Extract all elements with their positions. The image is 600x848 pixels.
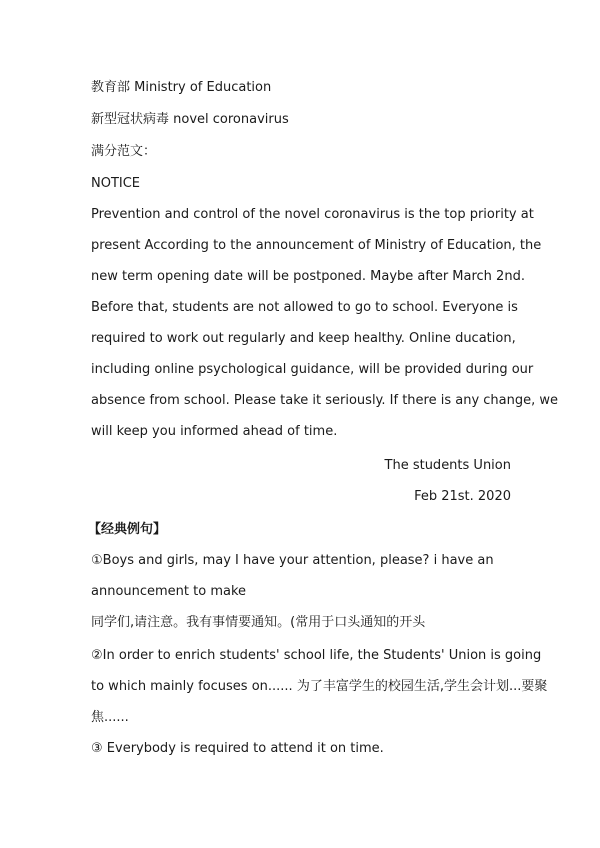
header-line-ministry: 教育部 Ministry of Education bbox=[91, 80, 272, 95]
notice-date: Feb 21st. 2020 bbox=[414, 489, 511, 504]
example-line: 同学们,请注意。我有事情要通知。(常用于口头通知的开头 bbox=[91, 615, 426, 630]
notice-body-line: new term opening date will be postponed. Maybe after March 2nd. bbox=[91, 269, 525, 284]
header-line-model-essay: 满分范文： bbox=[91, 144, 157, 159]
example-line: ①Boys and girls, may I have your attention, please? i have an bbox=[91, 553, 494, 568]
notice-body-line: will keep you informed ahead of time. bbox=[91, 424, 338, 439]
notice-body-line: including online psychological guidance, will be provided during our bbox=[91, 362, 534, 377]
example-line: ②In order to enrich students' school life, the Students' Union is going bbox=[91, 648, 542, 663]
notice-body-line: present According to the announcement of Ministry of Education, the bbox=[91, 238, 542, 253]
example-line: to which mainly focuses on...... 为了丰富学生的校园生活,学生会计划...要聚 bbox=[91, 679, 548, 694]
example-line: 焦...... bbox=[91, 710, 129, 725]
notice-body-line: Before that, students are not allowed to go to school. Everyone is bbox=[91, 300, 518, 315]
example-line: announcement to make bbox=[91, 584, 247, 599]
notice-body-line: Prevention and control of the novel coronavirus is the top priority at bbox=[91, 207, 534, 222]
examples-heading: 【经典例句】 bbox=[88, 522, 167, 537]
notice-body-line: absence from school. Please take it seriously. If there is any change, we bbox=[91, 393, 559, 408]
example-line: ③ Everybody is required to attend it on time. bbox=[91, 741, 384, 756]
notice-signature: The students Union bbox=[384, 458, 511, 473]
header-line-coronavirus: 新型冠状病毒 novel coronavirus bbox=[91, 112, 289, 127]
notice-title: NOTICE bbox=[91, 176, 141, 191]
notice-body-line: required to work out regularly and keep healthy. Online ducation, bbox=[91, 331, 516, 346]
